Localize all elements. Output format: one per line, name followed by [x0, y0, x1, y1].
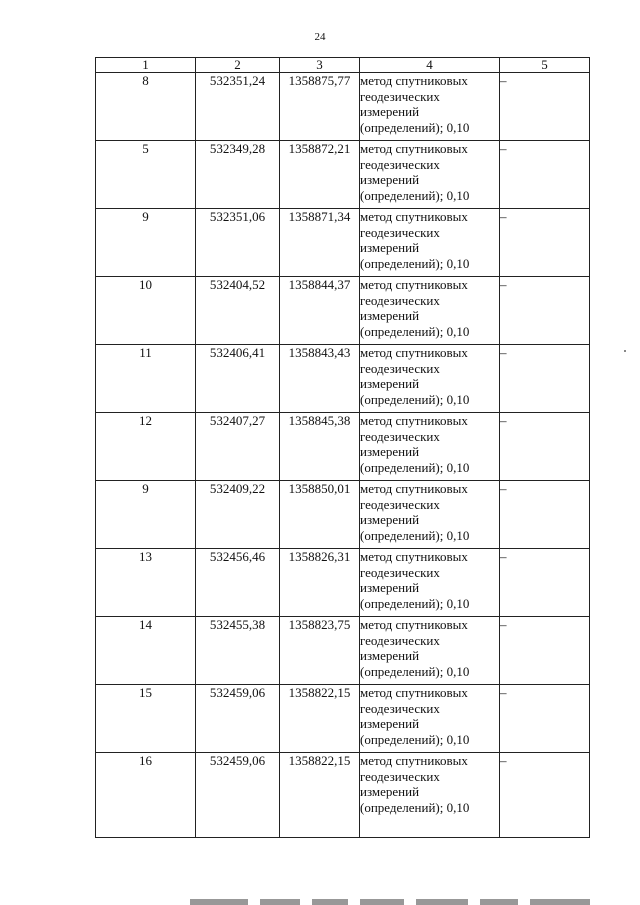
x-coordinate-cell: 532351,06: [196, 209, 280, 277]
x-coordinate-cell: 532459,06: [196, 753, 280, 838]
page-number: 24: [314, 31, 326, 43]
table-header-row: [96, 58, 590, 73]
method-line: метод спутниковых: [360, 685, 468, 700]
point-number-cell: 16: [96, 753, 196, 838]
table-row: [96, 549, 590, 617]
method-cell: [360, 345, 500, 413]
x-coordinate-cell: 532456,46: [196, 549, 280, 617]
table-row: [96, 753, 590, 838]
point-number-cell: 15: [96, 685, 196, 753]
method-line: (определений); 0,10: [360, 799, 470, 815]
method-line: измерений: [360, 308, 420, 323]
x-coordinate-cell: 532407,27: [196, 413, 280, 481]
cut-off-footer-text: [190, 890, 620, 905]
x-coordinate-cell: 532351,24: [196, 73, 280, 141]
method-line: (определений); 0,10: [360, 187, 470, 203]
note-cell: –: [500, 685, 590, 753]
method-line: метод спутниковых: [360, 277, 468, 292]
method-line: геодезических: [360, 428, 440, 444]
method-cell: [360, 209, 500, 277]
column-header: 1: [96, 58, 196, 73]
method-line: геодезических: [360, 292, 440, 308]
table-row: [96, 345, 590, 413]
method-line: измерений: [360, 784, 420, 799]
x-coordinate-cell: 532349,28: [196, 141, 280, 209]
point-number-cell: 11: [96, 345, 196, 413]
method-line: геодезических: [360, 156, 440, 172]
method-line: измерений: [360, 172, 420, 187]
method-line: геодезических: [360, 360, 440, 376]
method-line: (определений); 0,10: [360, 119, 470, 135]
method-line: геодезических: [360, 700, 440, 716]
table-body: [96, 73, 590, 838]
point-number-cell: 9: [96, 481, 196, 549]
note-cell: –: [500, 73, 590, 141]
table-row: [96, 277, 590, 345]
point-number-cell: 8: [96, 73, 196, 141]
method-cell: [360, 481, 500, 549]
column-header: 3: [280, 58, 360, 73]
column-header: 5: [500, 58, 590, 73]
method-line: метод спутниковых: [360, 753, 468, 768]
method-cell: [360, 413, 500, 481]
scan-speck: [624, 350, 626, 352]
method-line: (определений); 0,10: [360, 255, 470, 271]
table-row: [96, 141, 590, 209]
point-number-cell: 12: [96, 413, 196, 481]
method-cell: [360, 685, 500, 753]
x-coordinate-cell: 532455,38: [196, 617, 280, 685]
y-coordinate-cell: 1358826,31: [280, 549, 360, 617]
column-header: 2: [196, 58, 280, 73]
method-cell: [360, 549, 500, 617]
method-line: измерений: [360, 512, 420, 527]
x-coordinate-cell: 532404,52: [196, 277, 280, 345]
table-row: [96, 617, 590, 685]
method-line: метод спутниковых: [360, 209, 468, 224]
method-line: метод спутниковых: [360, 413, 468, 428]
y-coordinate-cell: 1358850,01: [280, 481, 360, 549]
method-line: (определений); 0,10: [360, 663, 470, 679]
method-cell: [360, 141, 500, 209]
y-coordinate-cell: 1358875,77: [280, 73, 360, 141]
method-cell: [360, 753, 500, 838]
note-cell: –: [500, 549, 590, 617]
method-line: геодезических: [360, 88, 440, 104]
method-line: геодезических: [360, 564, 440, 580]
method-line: метод спутниковых: [360, 345, 468, 360]
method-line: (определений); 0,10: [360, 731, 470, 747]
method-line: измерений: [360, 376, 420, 391]
y-coordinate-cell: 1358845,38: [280, 413, 360, 481]
y-coordinate-cell: 1358843,43: [280, 345, 360, 413]
x-coordinate-cell: 532406,41: [196, 345, 280, 413]
method-line: измерений: [360, 104, 420, 119]
point-number-cell: 10: [96, 277, 196, 345]
method-line: измерений: [360, 580, 420, 595]
method-cell: [360, 277, 500, 345]
method-line: измерений: [360, 648, 420, 663]
method-line: измерений: [360, 444, 420, 459]
note-cell: –: [500, 209, 590, 277]
note-cell: –: [500, 413, 590, 481]
point-number-cell: 13: [96, 549, 196, 617]
table-row: [96, 209, 590, 277]
table-row: [96, 73, 590, 141]
note-cell: –: [500, 345, 590, 413]
x-coordinate-cell: 532459,06: [196, 685, 280, 753]
x-coordinate-cell: 532409,22: [196, 481, 280, 549]
column-header: 4: [360, 58, 500, 73]
method-line: (определений); 0,10: [360, 391, 470, 407]
coordinates-table: [95, 57, 590, 838]
y-coordinate-cell: 1358823,75: [280, 617, 360, 685]
method-cell: [360, 73, 500, 141]
method-line: (определений); 0,10: [360, 323, 470, 339]
method-line: геодезических: [360, 768, 440, 784]
method-line: метод спутниковых: [360, 73, 468, 88]
method-line: метод спутниковых: [360, 141, 468, 156]
method-line: метод спутниковых: [360, 481, 468, 496]
method-line: (определений); 0,10: [360, 459, 470, 475]
note-cell: –: [500, 277, 590, 345]
note-cell: –: [500, 141, 590, 209]
table-row: [96, 685, 590, 753]
y-coordinate-cell: 1358872,21: [280, 141, 360, 209]
method-line: (определений); 0,10: [360, 595, 470, 611]
method-line: измерений: [360, 240, 420, 255]
method-line: (определений); 0,10: [360, 527, 470, 543]
method-line: геодезических: [360, 632, 440, 648]
method-line: метод спутниковых: [360, 549, 468, 564]
method-line: измерений: [360, 716, 420, 731]
y-coordinate-cell: 1358822,15: [280, 753, 360, 838]
method-line: метод спутниковых: [360, 617, 468, 632]
note-cell: –: [500, 617, 590, 685]
table-row: [96, 413, 590, 481]
method-line: геодезических: [360, 496, 440, 512]
y-coordinate-cell: 1358844,37: [280, 277, 360, 345]
note-cell: –: [500, 481, 590, 549]
method-line: геодезических: [360, 224, 440, 240]
point-number-cell: 5: [96, 141, 196, 209]
point-number-cell: 9: [96, 209, 196, 277]
y-coordinate-cell: 1358871,34: [280, 209, 360, 277]
point-number-cell: 14: [96, 617, 196, 685]
y-coordinate-cell: 1358822,15: [280, 685, 360, 753]
method-cell: [360, 617, 500, 685]
note-cell: –: [500, 753, 590, 838]
table-row: [96, 481, 590, 549]
